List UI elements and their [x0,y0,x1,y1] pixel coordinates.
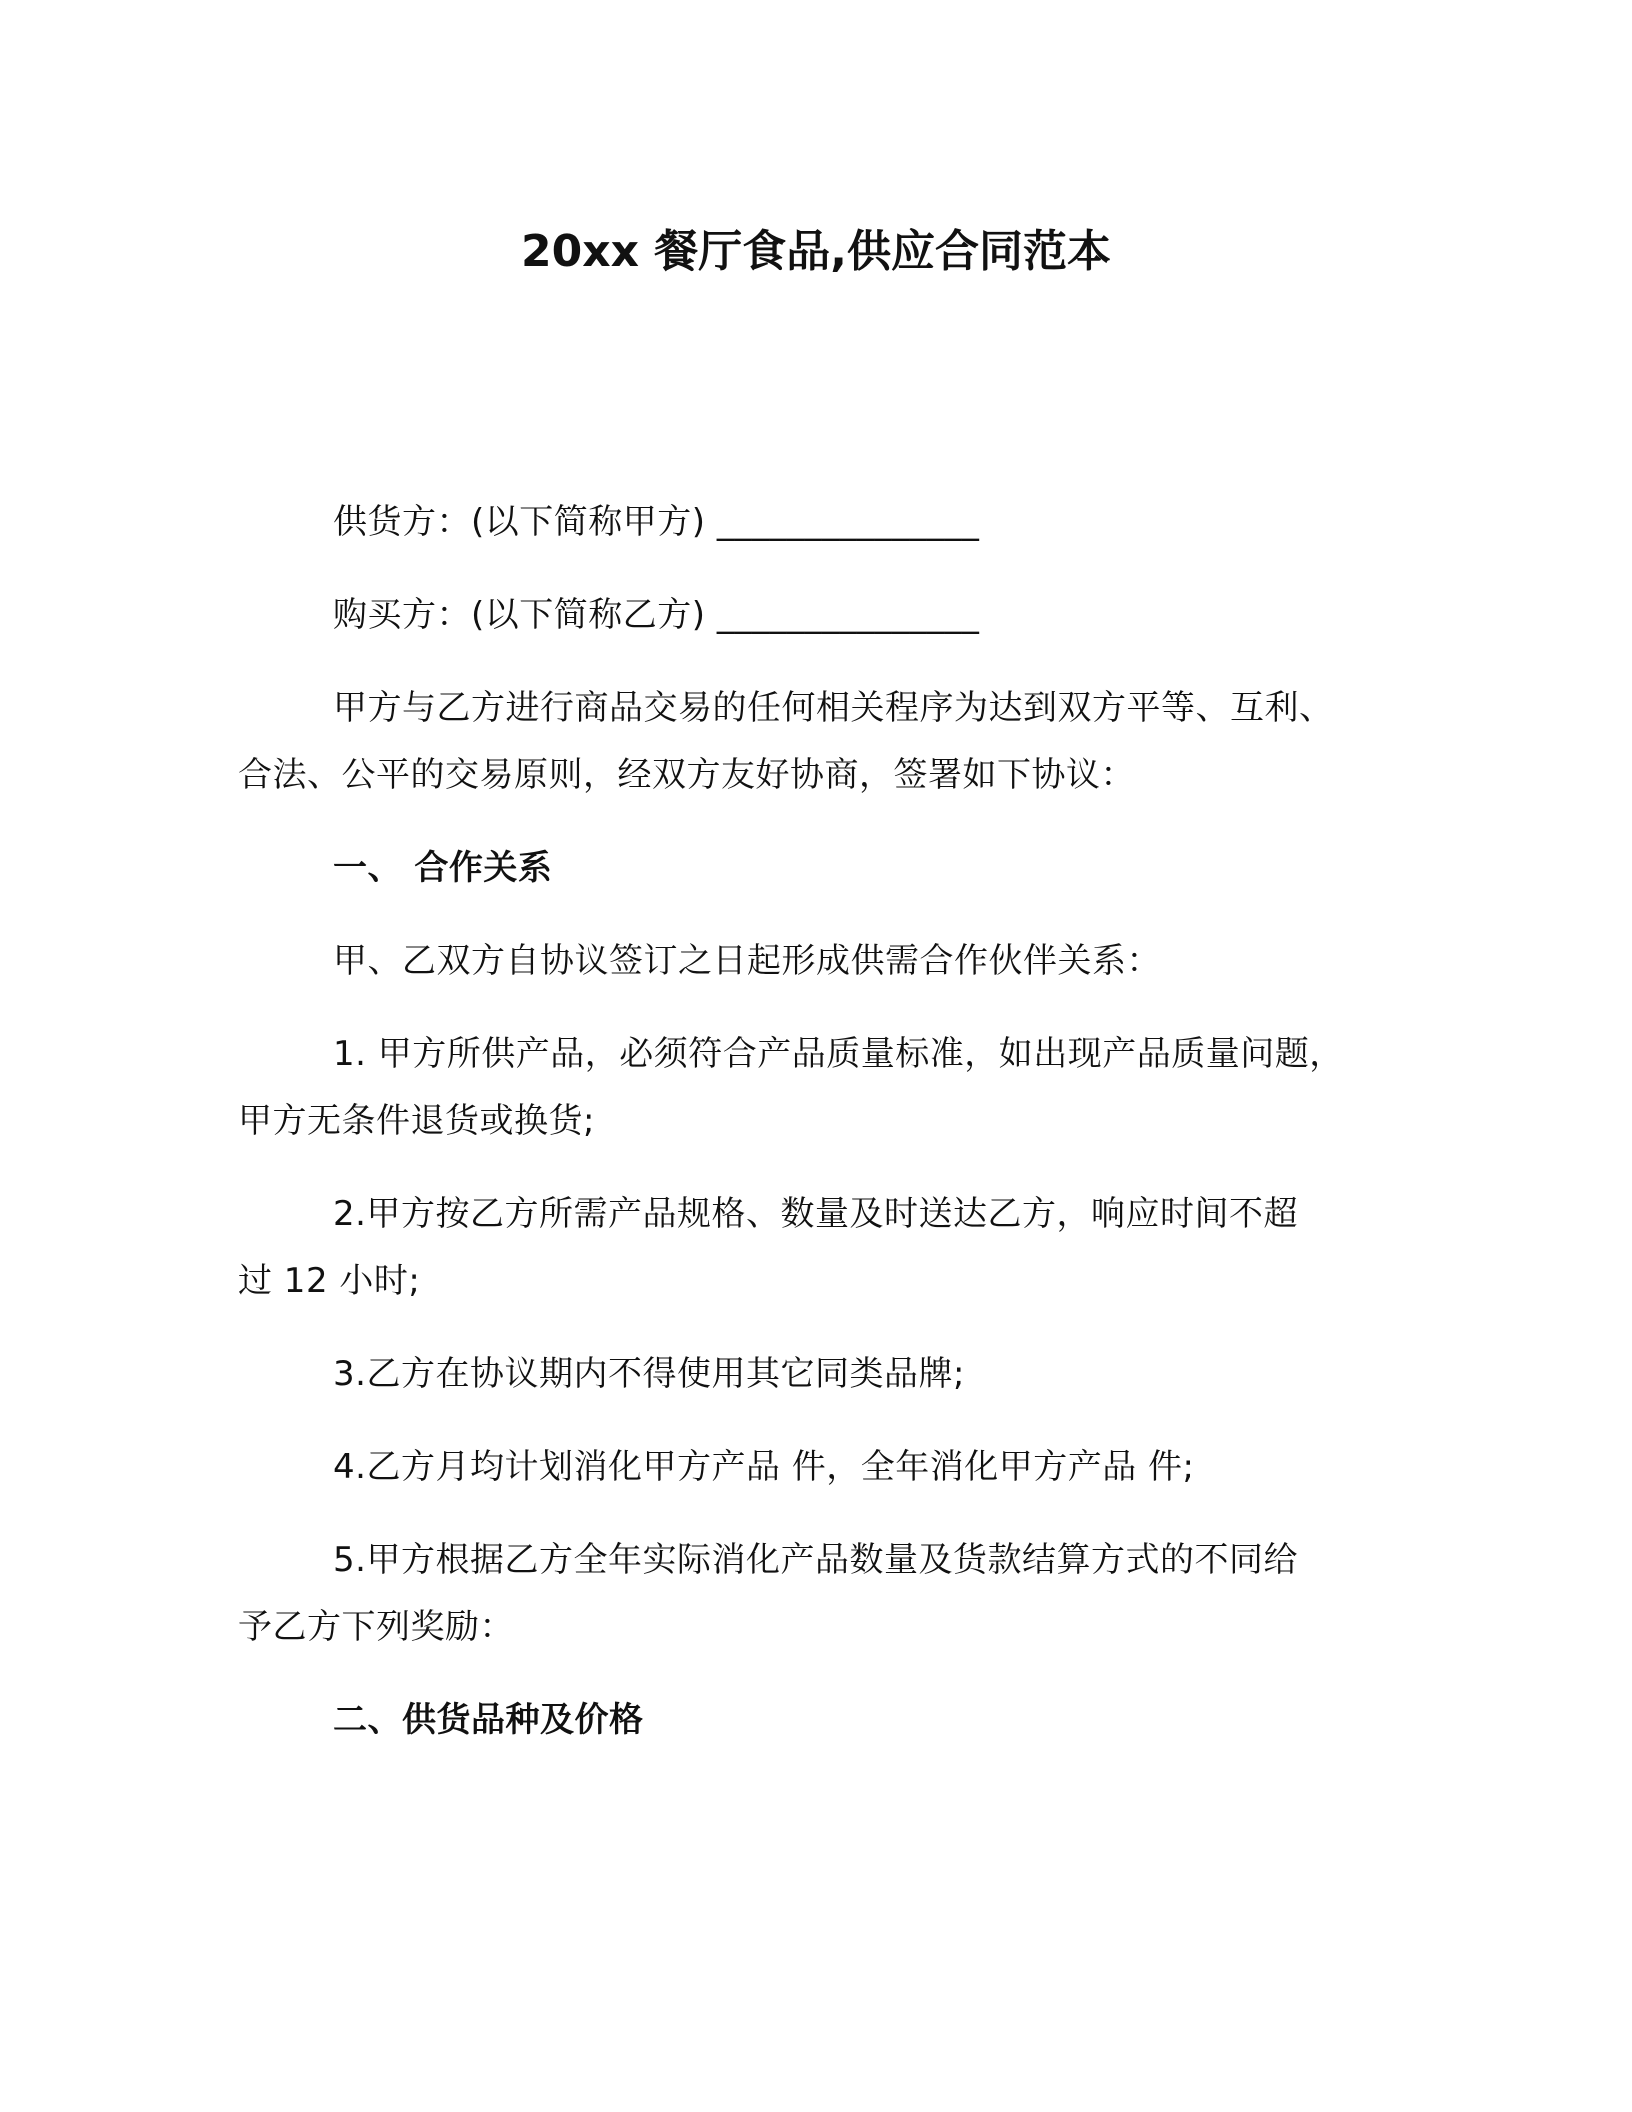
section-2-heading: 二、供货品种及价格 [333,1700,644,1740]
document-title: 20xx 餐厅食品,供应合同范本 [520,226,1112,277]
item-4: 4.乙方月均计划消化甲方产品 件，全年消化甲方产品 件; [333,1447,1195,1487]
item-5-line-2: 予乙方下列奖励： [238,1607,514,1647]
section-1-heading: 一、 合作关系 [333,848,553,888]
supplier-line: 供货方：(以下简称甲方) _______________ [333,502,980,542]
item-3: 3.乙方在协议期内不得使用其它同类品牌; [333,1354,965,1394]
item-2-line-1: 2.甲方按乙方所需产品规格、数量及时送达乙方，响应时间不超 [333,1194,1298,1234]
intro-paragraph-line-2: 合法、公平的交易原则，经双方友好协商，签署如下协议： [238,755,1135,795]
buyer-line: 购买方：(以下简称乙方) _______________ [333,595,980,635]
item-1-line-1: 1. 甲方所供产品，必须符合产品质量标准，如出现产品质量问题， [333,1034,1344,1074]
intro-paragraph-line-1: 甲方与乙方进行商品交易的任何相关程序为达到双方平等、互利、 [333,688,1334,728]
item-1-line-2: 甲方无条件退货或换货; [238,1101,595,1141]
item-5-line-1: 5.甲方根据乙方全年实际消化产品数量及货款结算方式的不同给 [333,1540,1298,1580]
section-1-intro: 甲、乙双方自协议签订之日起形成供需合作伙伴关系： [333,941,1161,981]
item-2-line-2: 过 12 小时; [238,1261,421,1301]
